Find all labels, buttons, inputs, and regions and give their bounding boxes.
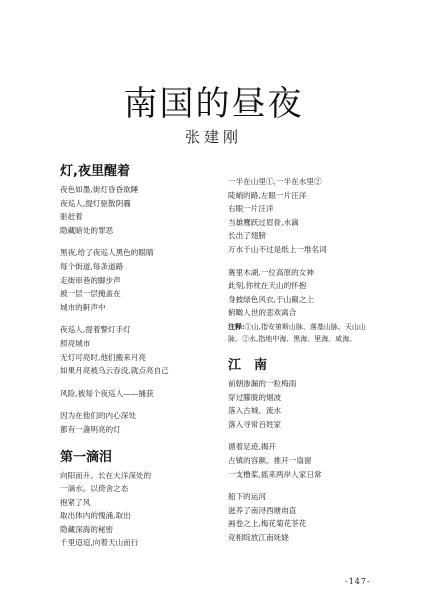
footnote-line: ①山,指安第斯山脉、落基山脉、天山山 [244, 322, 366, 331]
stanza [60, 323, 218, 377]
poem-line: 驱赶着 [60, 212, 83, 222]
poem-line: 穿过朦胧的烟波 [228, 392, 282, 402]
poem-line: 循着足迹,揭开 [228, 442, 276, 452]
poem-line: 右眼一片汪洋 [228, 204, 274, 214]
poem-line: 黑夜,给了夜巡人黑色的眼睛 [60, 248, 154, 258]
footnote [228, 321, 398, 345]
poem-line: 向阳而升。长在大洋深处的 [60, 470, 152, 480]
stanza [228, 266, 398, 320]
poem-line: 照亮城市 [60, 338, 91, 348]
poem-line: 船下的运河 [228, 492, 266, 502]
stanza [228, 490, 398, 544]
poem-line: 古镇的容颜。推开一扇窗 [228, 455, 312, 465]
poem-line: 夜巡人,提着警灯手灯 [60, 325, 131, 335]
right-column [228, 175, 398, 544]
poem-line: 俯瞰人世的悲欢离合 [228, 308, 297, 318]
stanza [60, 183, 218, 237]
poem-line: 无灯可亮时,他们搬来月亮 [60, 352, 146, 362]
poem-line: 前朝渗漏的一粒梅雨 [228, 378, 297, 388]
poem-line: 身披绿色风衣,于山巅之上 [228, 294, 314, 304]
poem-line: 陡峭的路,左眼一片汪洋 [228, 190, 307, 200]
poem-line: 抱紧了风 [60, 497, 91, 507]
stanza [60, 469, 218, 551]
poem-line: 如果月亮被乌云吞没,就点亮自己 [60, 366, 169, 376]
poem-line: 千里迢迢,向着天山而行 [60, 538, 139, 548]
stanza [228, 175, 398, 257]
poem-line: 此刻,你枕在天山的怀抱 [228, 281, 307, 291]
poem-line: 每个街道,每条道路 [60, 261, 124, 271]
poem-line: 夜色如墨,街灯昏昏欲睡 [60, 185, 139, 194]
poem-line: 取出体内的愧涌,取出 [60, 511, 131, 521]
poem-line: 因为在他们的内心深处 [60, 411, 136, 421]
stanza [60, 246, 218, 314]
poem-line: 竞相绽放江南妩娆 [228, 532, 289, 542]
poem-line: 画卷之上,梅花菊花茶花 [228, 519, 307, 529]
poem-line: 都有一盏明亮的灯 [60, 424, 121, 434]
stanza [60, 387, 218, 401]
stanza [228, 377, 398, 431]
section-heading-lamp: 灯,夜里醒着 [60, 164, 130, 179]
poem-line: 夜巡人,提灯驱散阴霾 [60, 198, 131, 208]
poem-line: 隐藏暗处的罪恶 [60, 225, 114, 235]
stanza [228, 440, 398, 481]
left-column [60, 160, 218, 550]
poem-line: 长出了翅膀 [228, 231, 266, 241]
poem-line: 一半在山里①,一半在水里② [228, 177, 322, 186]
footnote-line: 脉。②水,指地中海、黑海、里海、咸海。 [228, 334, 357, 343]
poem-line: 滋养了南浔西塘甪直 [228, 505, 297, 515]
poem-line: 被一层一层掩盖在 [60, 289, 121, 299]
page-number: -147- [345, 577, 371, 586]
page-title: 南国的昼夜 [123, 84, 304, 124]
author-name: 张建刚 [184, 128, 242, 146]
poem-line: 万水千山不过是纸上一堆名词 [228, 244, 327, 254]
poem-line: 落入古城、流水 [228, 406, 282, 416]
poem-line: 走街串巷的脚步声 [60, 275, 121, 285]
poem-line: 落入寻常百姓家 [228, 419, 282, 429]
footnote-label: 注释: [228, 321, 245, 331]
section-heading-jiangnan: 江 南 [228, 357, 268, 373]
poem-line: 一支橹桨,摇来两岸人家日常 [228, 469, 322, 479]
poem-line: 城市的鼾声中 [60, 302, 106, 312]
poem-line: 一滴水。以倚舍之态 [60, 484, 129, 494]
poem-line: 风险,被每个夜巡人——捕获 [60, 388, 154, 398]
poem-line: 隐藏深海的秘密 [60, 524, 114, 534]
stanza [60, 409, 218, 436]
poem-line: 赛里木湖,一位高原的女神 [228, 267, 314, 277]
section-heading-first-tear: 第一滴泪 [60, 449, 113, 465]
poem-line: 当雄鹰跃过眉骨,水滴 [228, 217, 299, 227]
